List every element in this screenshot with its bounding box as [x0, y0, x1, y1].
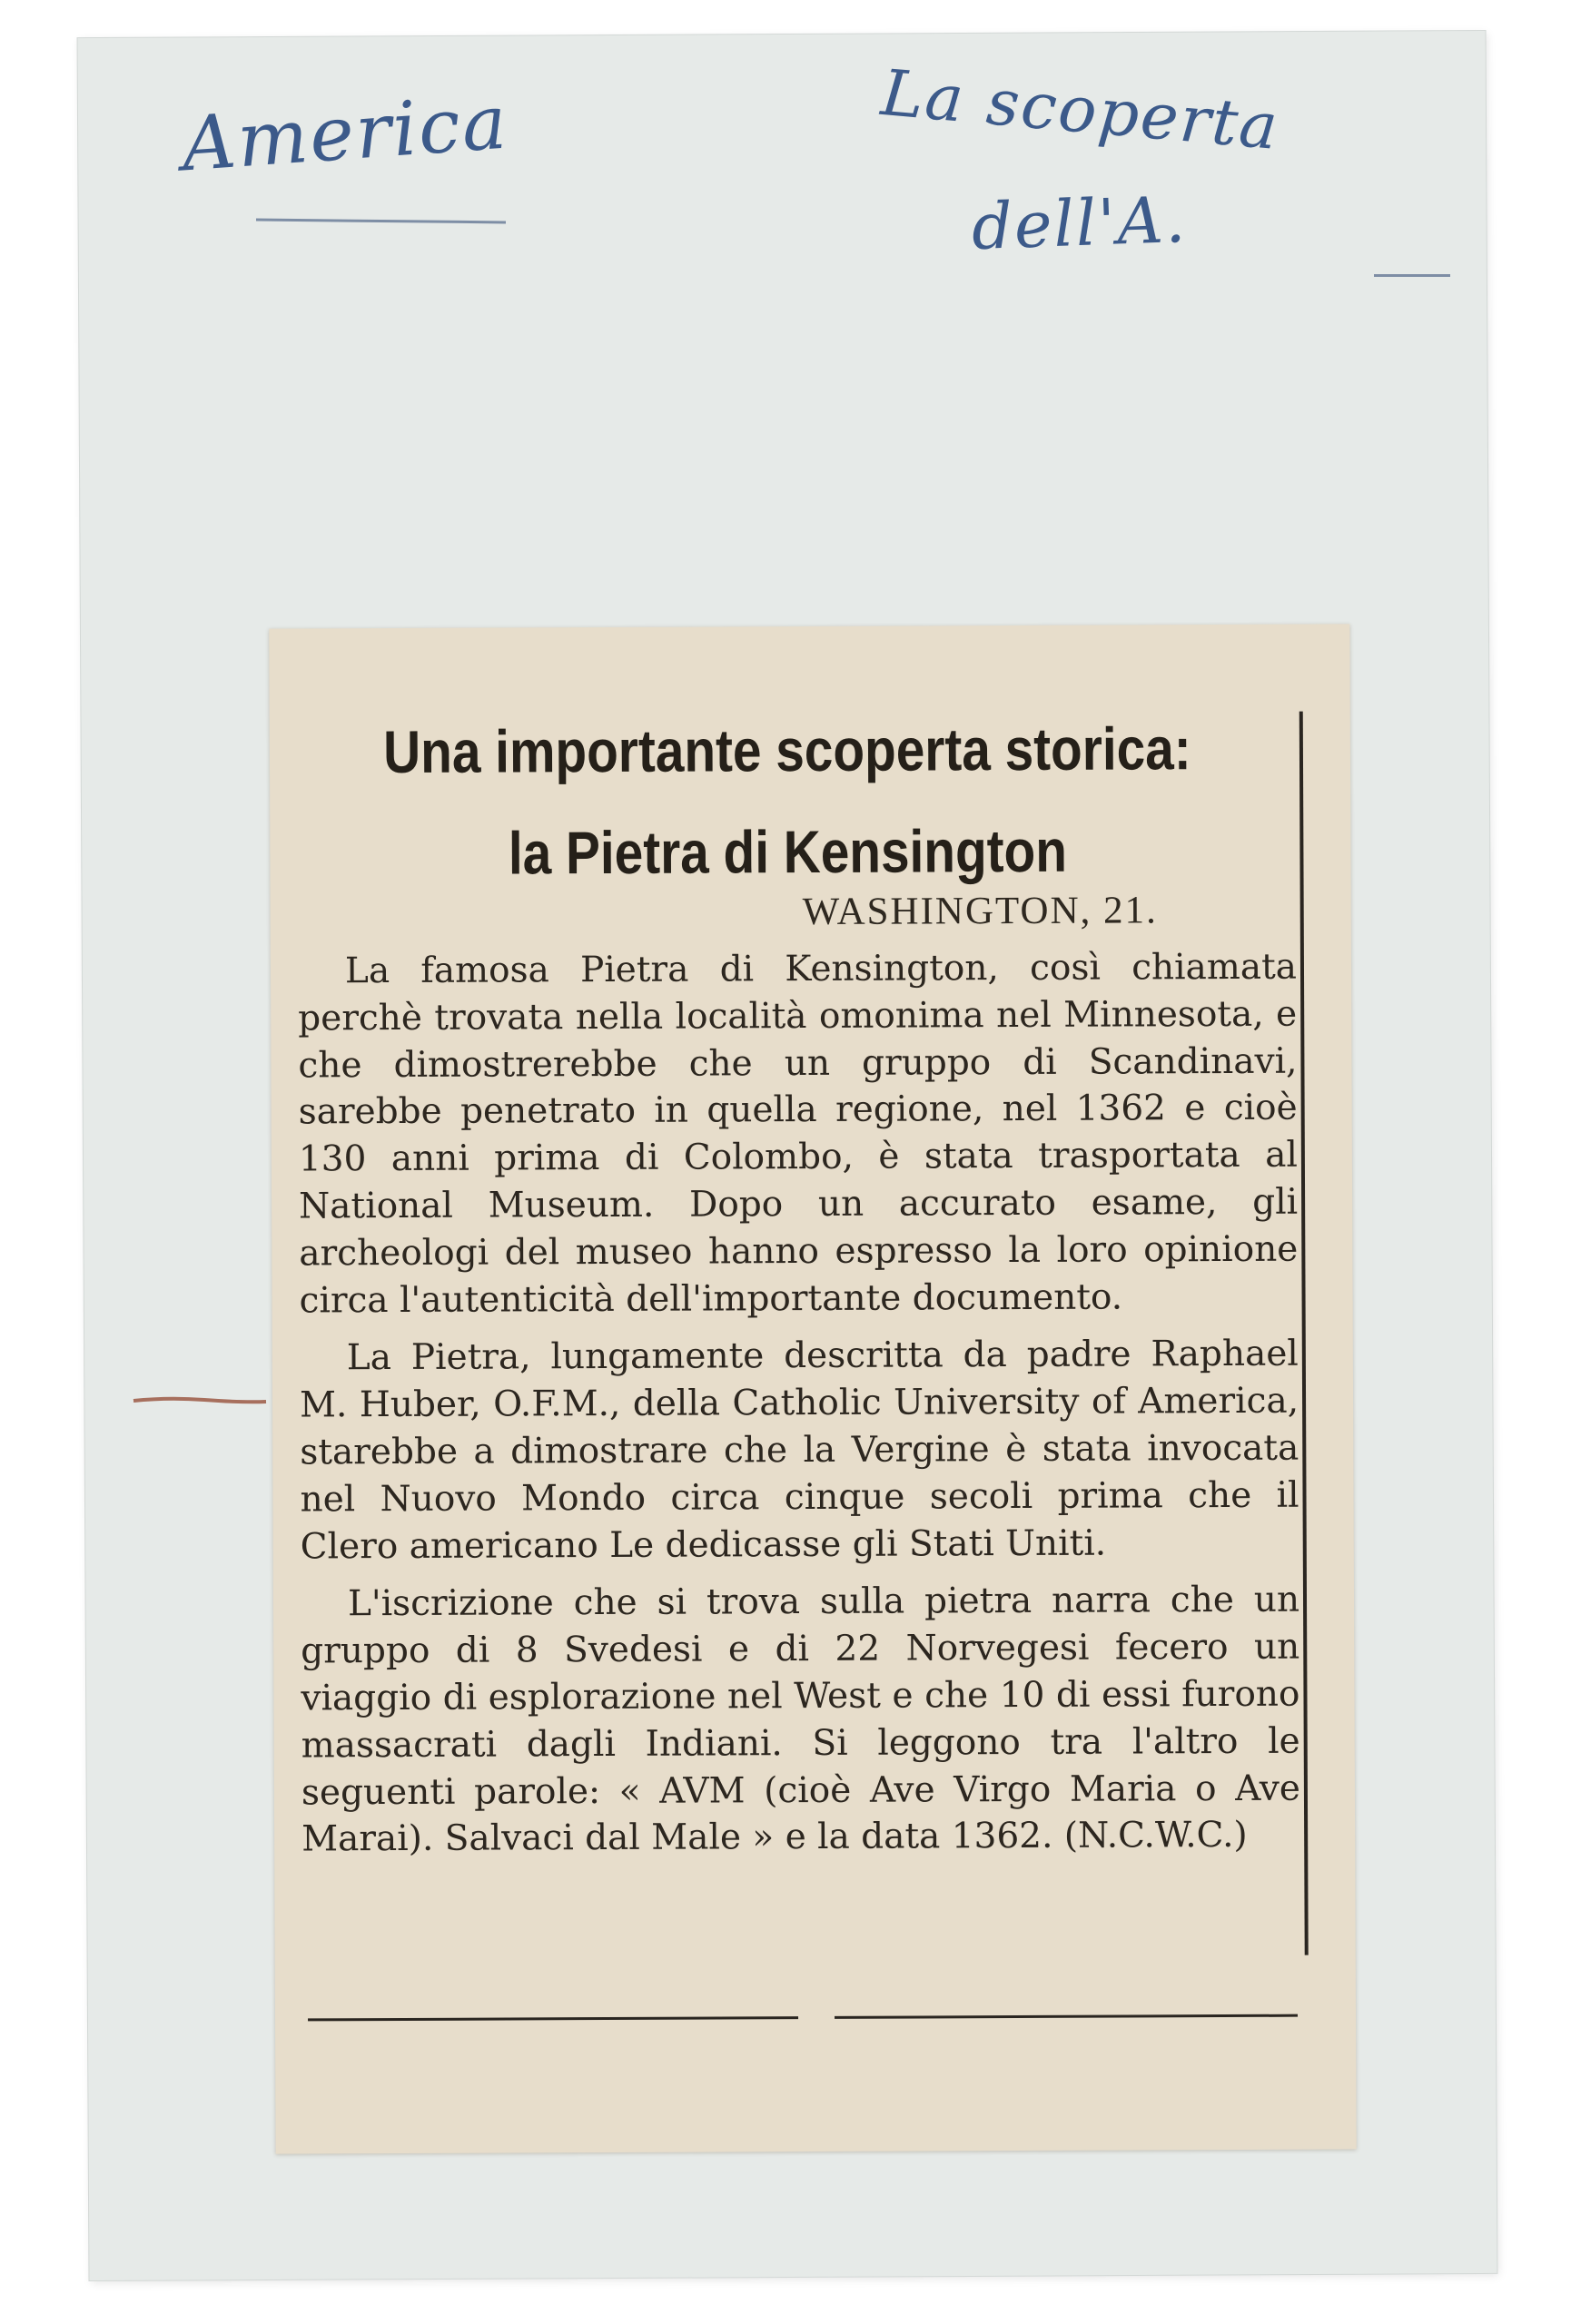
bottom-rule	[308, 2016, 798, 2021]
article-paragraph: La famosa Pietra di Kensington, così chiamata perchè trovata nella località omonima nel Minnesota, e che dimostrerebbe che un gruppo di Scandinavi, sarebbe penetrato in quella regione, nel 1362 e cioè 130 anni prima di Colombo, è stata trasportata al National Museum. Dopo un accurato esame, gli archeologi del museo hanno espresso la loro opinione circa l'autenticità dell'importante documento.	[298, 946, 1299, 1322]
article-paragraph: L'iscrizione che si trova sulla pietra narra che un gruppo di 8 Svedesi e di 22 Norvegesi fecero un viaggio di esplorazione nel West e che 10 di essi furono massacrati dagli Indiani. Si leggono tra l'altro le seguenti parole: « AVM (cioè Ave Virgo Maria o Ave Marai). Salvaci dal Male » e la data 1362. (N.C.W.C.)	[301, 1580, 1301, 1860]
article-body	[298, 944, 1300, 1875]
pen-dash	[1374, 274, 1450, 277]
article-dateline: WASHINGTON, 21.	[802, 889, 1158, 934]
article-paragraph: La Pietra, lungamente descritta da padre Raphael M. Huber, O.F.M., della Catholic University of America, starebbe a dimostrare che la Vergine è stata invocata nel Nuovo Mondo circa cinque secoli prima che il Clero americano Le dedicasse gli Stati Uniti.	[299, 1334, 1299, 1568]
handwritten-note-right-line2: dell'A.	[970, 182, 1189, 265]
column-rule	[1299, 712, 1309, 1955]
newspaper-clipping	[269, 624, 1356, 2153]
bottom-rule	[835, 2014, 1298, 2019]
handwritten-note-left: America	[179, 79, 511, 189]
handwritten-note-right-line1: La scoperta	[878, 55, 1283, 164]
article-headline: Una importante scoperta storica: la Pietra di Kensington	[383, 714, 1191, 887]
ink-stain	[132, 1393, 268, 1406]
